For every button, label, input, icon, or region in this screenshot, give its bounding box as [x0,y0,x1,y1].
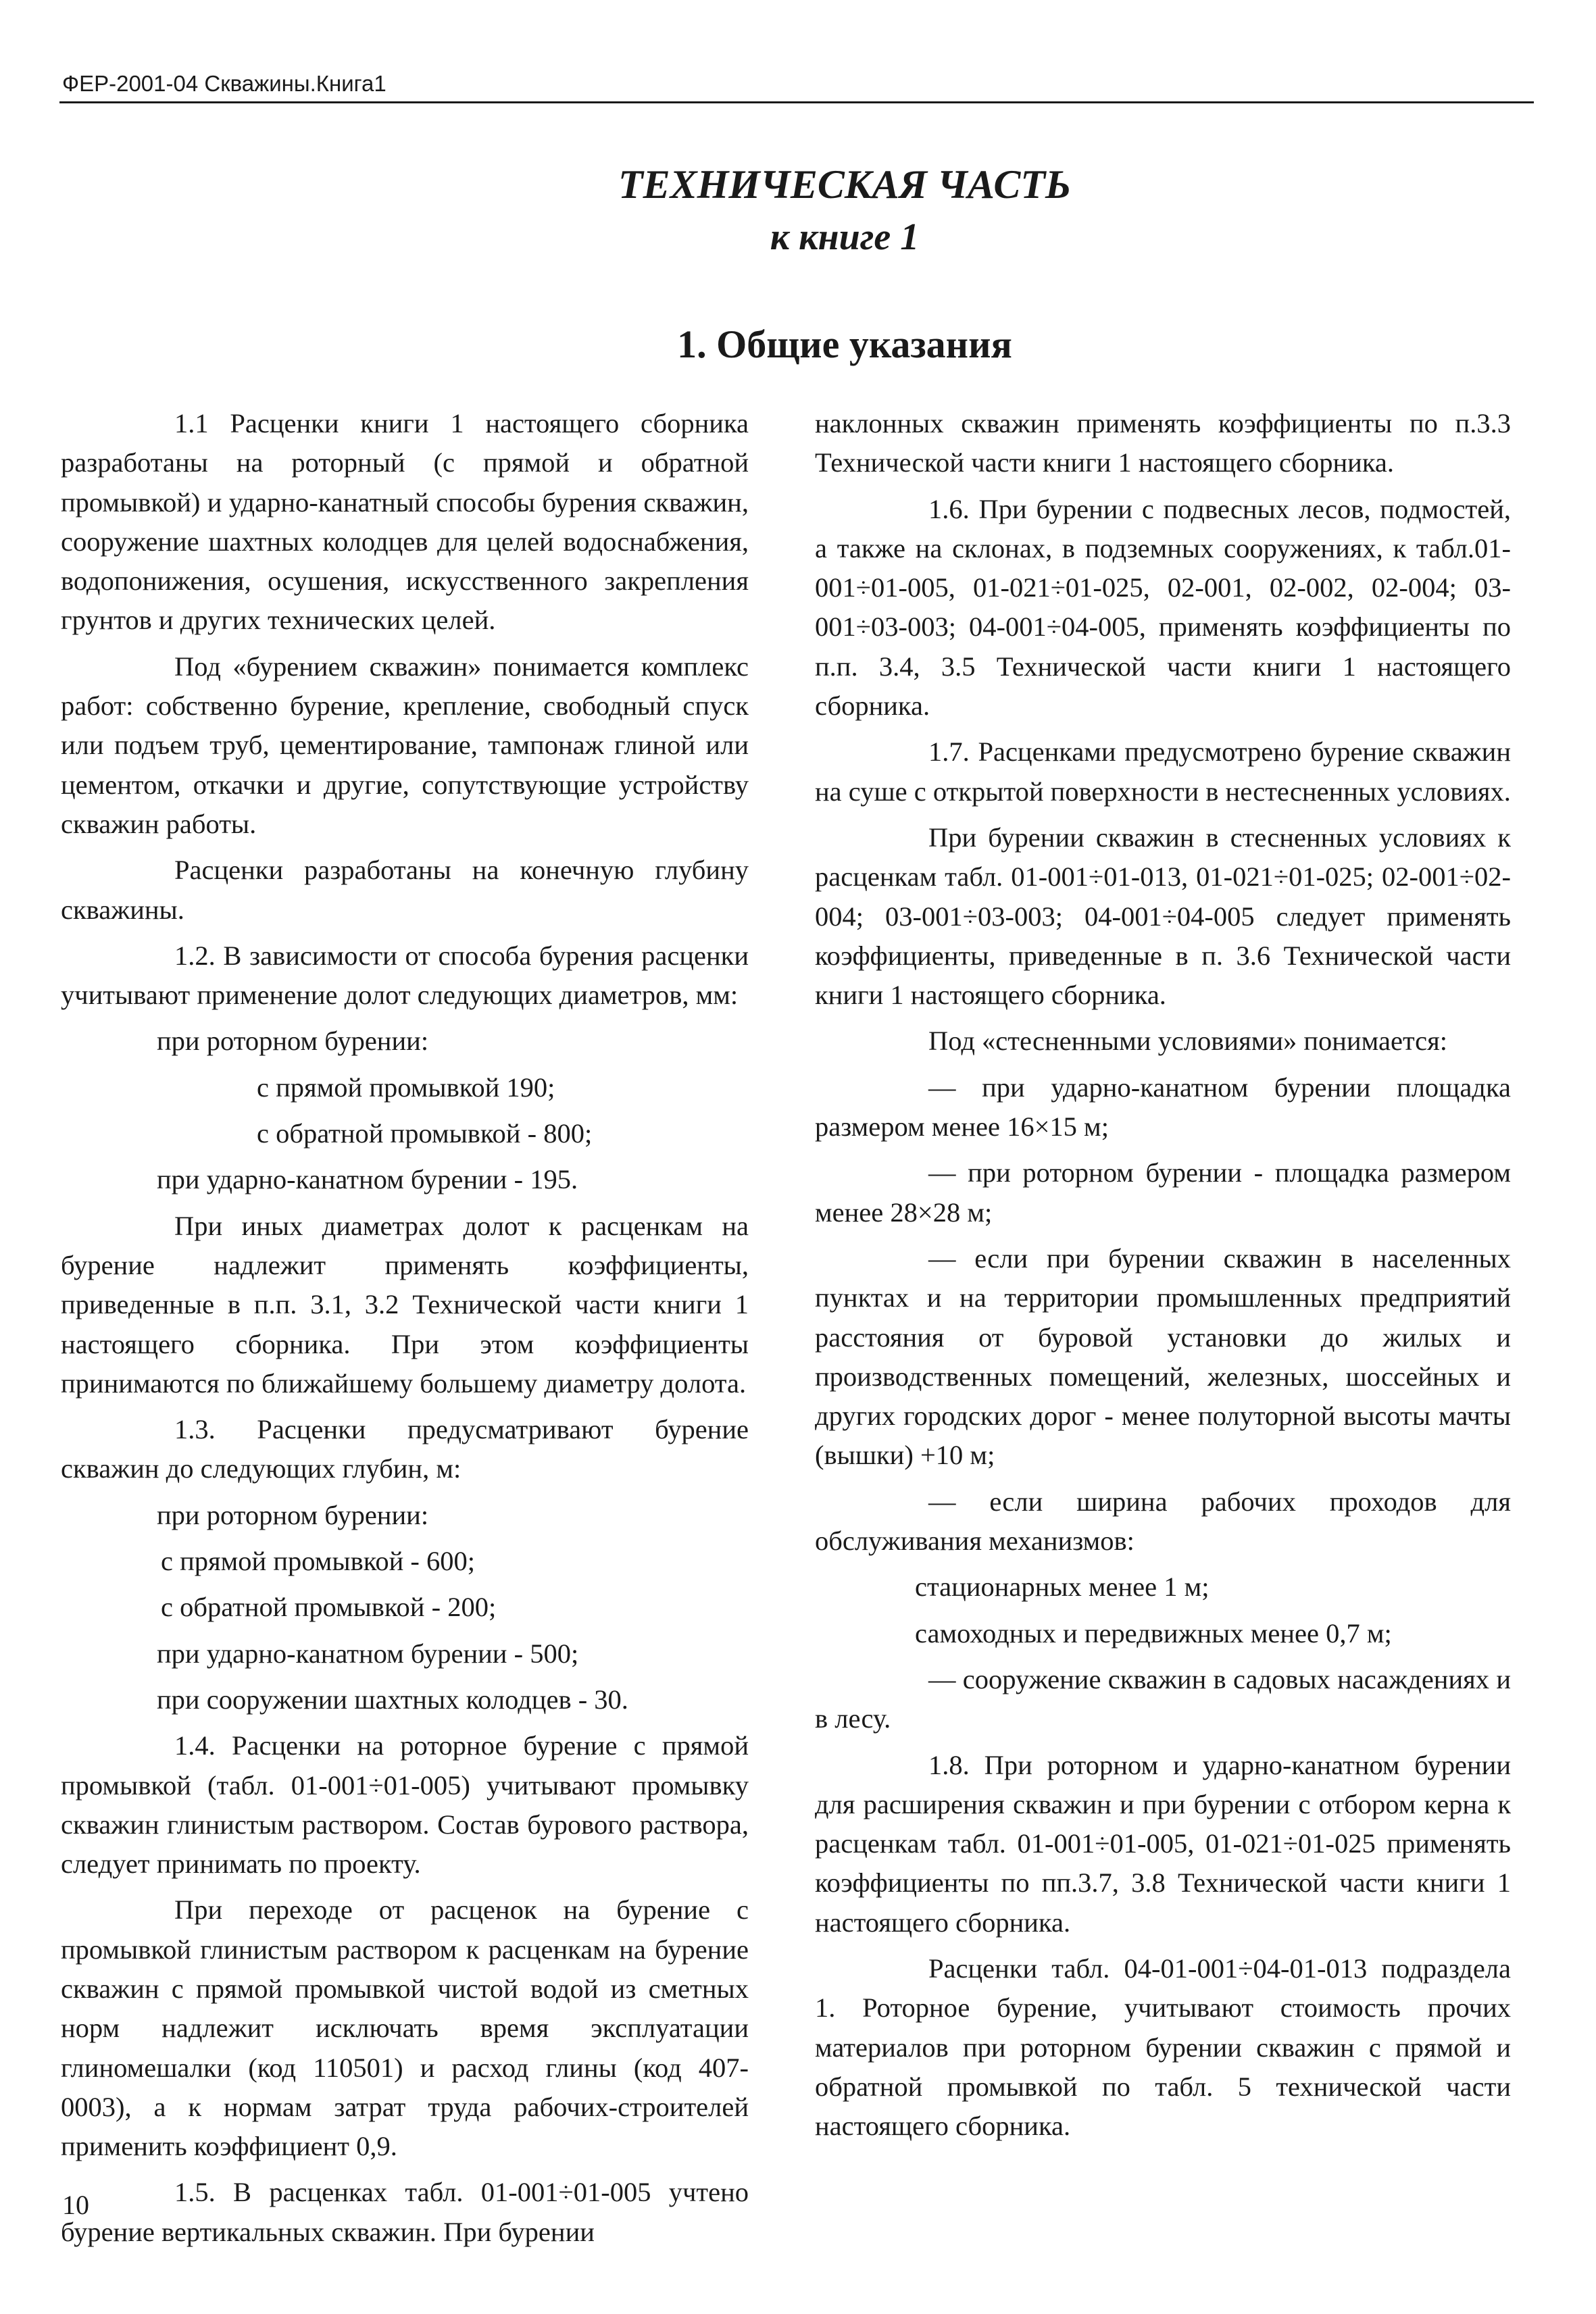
header-rule [59,101,1534,103]
list-item-reverse-flush-depth: с обратной промывкой - 200; [161,1592,497,1623]
paragraph-other-diameters: При иных диаметрах долот к расценкам на бурение надлежит применять коэффициенты, приведенные в п.п. 3.1, 3.2 Технической части книги 1 настоящего сборника. При этом коэффициенты принимаются по ближайшему большему диаметру долота. [61,1210,749,1399]
paragraph-clay-solution: При переходе от расценок на бурение с промывкой глинистым раствором к расценкам на бурение скважин с прямой промывкой чистой водой из сметных норм надлежит исключать время эксплуатации глиномешалки (код 110501) и расход глины (код 407-0003), а к нормам затрат труда рабочих-строителей применить коэффициент 0,9. [61,1894,749,2162]
page-number: 10 [62,2190,89,2220]
running-header: ФЕР-2001-04 Скважины.Книга1 [62,71,386,96]
list-item-shaft-wells-depth: при сооружении шахтных колодцев - 30. [157,1684,628,1715]
list-item-direct-flush: с прямой промывкой 190; [257,1072,555,1103]
paragraph-1-1: 1.1 Расценки книги 1 настоящего сборника разработаны на роторный (с прямой и обратной промывкой) и ударно-канатный способы бурения скважин, сооружение шахтных колодцев для целей водоснабжения, водопонижения, осушения, искусственного закрепления грунтов и других технических целей. [61,408,749,636]
right-text-column [815,404,1511,2146]
list-item-stationary: стационарных менее 1 м; [915,1571,1210,1603]
paragraph-cramped-conditions: При бурении скважин в стесненных условиях к расценкам табл. 01-001÷01-013, 01-021÷01-025; 02-001÷02-004; 03-001÷03-003; 04-001÷04-005 следует применять коэффициенты, приведенные в п. 3.6 Технической части книги 1 настоящего сборника. [815,822,1511,1011]
paragraph-final-depth: Расценки разработаны на конечную глубину скважины. [61,855,749,925]
list-item-populated-areas: — если при бурении скважин в населенных пунктах и на территории промышленных предприятий расстояния от буровой установки до жилых и производственных помещений, железных, шоссейных и других городских дорог - менее полуторной высоты мачты (вышки) +10 м; [815,1242,1511,1471]
list-item-gardens-forest: — сооружение скважин в садовых насаждениях и в лесу. [815,1663,1511,1734]
list-item-rotary-site: — при роторном бурении - площадка размером менее 28×28 м; [815,1157,1511,1228]
paragraph-1-7: 1.7. Расценками предусмотрено бурение скважин на суше с открытой поверхности в нестесненных условиях. [815,736,1511,807]
paragraph-1-5-continued: наклонных скважин применять коэффициенты по п.3.3 Технической части книги 1 настоящего сборника. [815,408,1511,478]
list-item-direct-flush-depth: с прямой промывкой - 600; [161,1546,475,1577]
list-item-percussion-depth: при ударно-канатном бурении - 500; [157,1638,579,1669]
paragraph-rates-subsection: Расценки табл. 04-01-001÷04-01-013 подраздела 1. Роторное бурение, учитывают стоимость прочих материалов при роторном бурении скважин с прямой и обратной промывкой по табл. 5 технической части настоящего сборника. [815,1953,1511,2142]
document-title: ТЕХНИЧЕСКАЯ ЧАСТЬ [618,162,1072,207]
list-item-mobile: самоходных и передвижных менее 0,7 м; [915,1617,1392,1649]
paragraph-1-2: 1.2. В зависимости от способа бурения расценки учитывают применение долот следующих диаметров, мм: [61,940,749,1011]
paragraph-drilling-definition: Под «бурением скважин» понимается комплекс работ: собственно бурение, крепление, свободный спуск или подъем труб, цементирование, тампонаж глиной или цементом, откачки и другие, сопутствующие устройству скважин работы. [61,651,749,839]
list-item-reverse-flush: с обратной промывкой - 800; [257,1118,593,1149]
list-item-percussion: при ударно-канатном бурении - 195. [157,1164,578,1195]
paragraph-1-3: 1.3. Расценки предусматривают бурение скважин до следующих глубин, м: [61,1414,749,1484]
list-item-rotary-depth: при роторном бурении: [157,1499,429,1530]
list-item-work-passages: — если ширина рабочих проходов для обслуживания механизмов: [815,1486,1511,1557]
paragraph-1-5: 1.5. В расценках табл. 01-001÷01-005 учтено бурение вертикальных скважин. При бурении [61,2177,749,2247]
paragraph-1-8: 1.8. При роторном и ударно-канатном бурении для расширения скважин и при бурении с отбором керна к расценкам табл. 01-001÷01-005, 01-021÷01-025 применять коэффициенты по пп.3.7, 3.8 Технической части книги 1 настоящего сборника. [815,1749,1511,1938]
paragraph-cramped-definition: Под «стесненными условиями» понимается: [928,1026,1447,1057]
section-heading: 1. Общие указания [677,322,1012,366]
list-item-rotary: при роторном бурении: [157,1026,429,1057]
document-subtitle: к книге 1 [770,216,920,258]
paragraph-1-4: 1.4. Расценки на роторное бурение с прямой промывкой (табл. 01-001÷01-005) учитывают промывку скважин глинистым раствором. Состав бурового раствора, следует принимать по проекту. [61,1730,749,1880]
list-item-percussion-site: — при ударно-канатном бурении площадка размером менее 16×15 м; [815,1072,1511,1142]
paragraph-1-6: 1.6. При бурении с подвесных лесов, подмостей, а также на склонах, в подземных сооружениях, к табл.01-001÷01-005, 01-021÷01-025, 02-001, 02-002, 02-004; 03-001÷03-003; 04-001÷04-005, применять коэффициенты по п.п. 3.4, 3.5 Технической части книги 1 настоящего сборника. [815,493,1511,722]
left-text-column [61,404,749,2252]
